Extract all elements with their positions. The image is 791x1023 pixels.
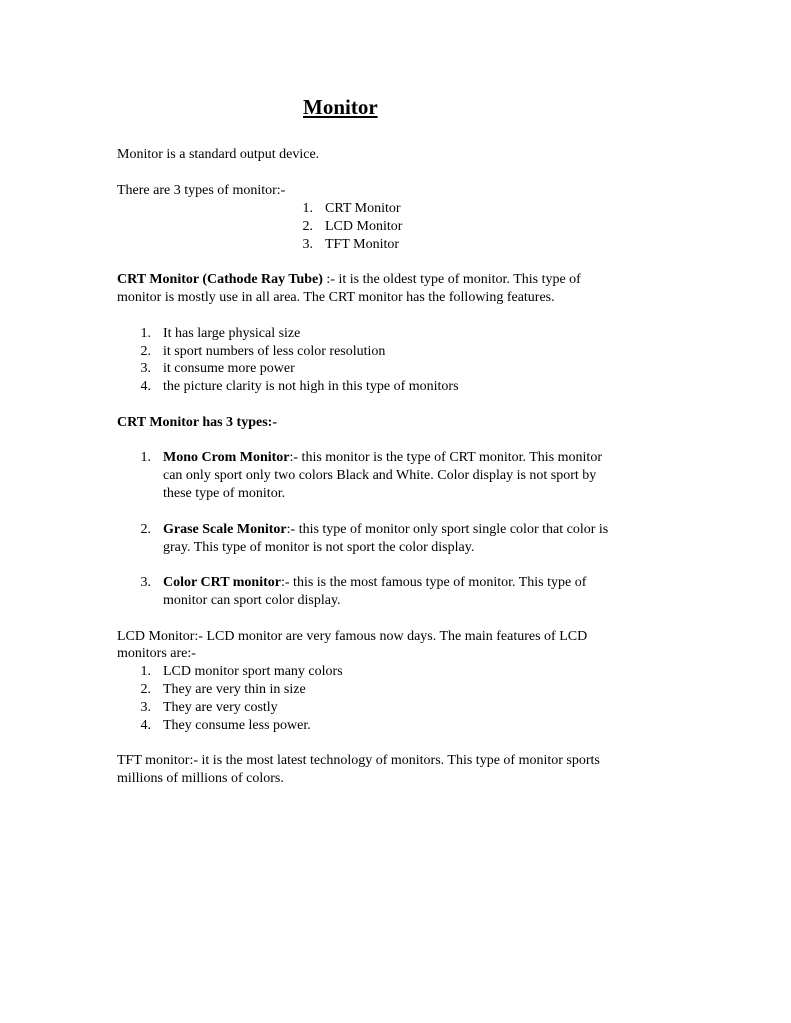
- list-item: They consume less power.: [163, 718, 311, 733]
- crt-paragraph-line1: [117, 271, 581, 289]
- crt-term: CRT Monitor (Cathode Ray Tube): [117, 272, 323, 287]
- item-line2: can only sport only two colors Black and White. Color display is not sport by: [163, 468, 597, 483]
- intro-text: Monitor is a standard output device.: [117, 147, 320, 162]
- crt-paragraph-line2: monitor is mostly use in all area. The CRT monitor has the following features.: [117, 290, 555, 305]
- tft-paragraph-line2: millions of millions of colors.: [117, 771, 284, 786]
- item-line2: gray. This type of monitor is not sport the color display.: [163, 540, 475, 555]
- list-item: it sport numbers of less color resolution: [163, 344, 386, 359]
- list-number: 2.: [140, 522, 151, 537]
- lcd-paragraph-line2: monitors are:-: [117, 646, 196, 661]
- list-item: it consume more power: [163, 361, 295, 376]
- list-item: [163, 521, 608, 539]
- item-line1-rest: :- this is the most famous type of monitor. This type of: [281, 575, 587, 590]
- types-heading: There are 3 types of monitor:-: [117, 183, 286, 198]
- list-number: 3.: [140, 361, 151, 376]
- list-item: the picture clarity is not high in this type of monitors: [163, 379, 459, 394]
- list-number: 1.: [302, 201, 313, 216]
- crt-types-heading: CRT Monitor has 3 types:-: [117, 415, 277, 430]
- list-number: 1.: [140, 326, 151, 341]
- crt-line1-rest: :- it is the oldest type of monitor. This type of: [322, 272, 581, 287]
- item-term: Grase Scale Monitor: [163, 522, 287, 537]
- list-item: TFT Monitor: [325, 237, 400, 252]
- item-line3: these type of monitor.: [163, 486, 286, 501]
- tft-paragraph-line1: TFT monitor:- it is the most latest technology of monitors. This type of monitor sports: [117, 753, 600, 768]
- item-line1-rest: :- this type of monitor only sport single color that color is: [286, 522, 609, 537]
- list-item: LCD monitor sport many colors: [163, 664, 343, 679]
- list-item: CRT Monitor: [325, 201, 401, 216]
- list-item: It has large physical size: [163, 326, 301, 341]
- list-item: They are very thin in size: [163, 682, 306, 697]
- list-number: 3.: [140, 700, 151, 715]
- list-item: They are very costly: [163, 700, 278, 715]
- list-number: 2.: [302, 219, 313, 234]
- list-number: 4.: [140, 718, 151, 733]
- list-number: 3.: [140, 575, 151, 590]
- list-number: 1.: [140, 450, 151, 465]
- list-item: [163, 449, 602, 467]
- item-term: Mono Crom Monitor: [163, 450, 290, 465]
- page-title: Monitor: [303, 95, 378, 119]
- lcd-paragraph-line1: LCD Monitor:- LCD monitor are very famous now days. The main features of LCD: [117, 629, 588, 644]
- list-number: 2.: [140, 344, 151, 359]
- item-line2: monitor can sport color display.: [163, 593, 341, 608]
- list-number: 2.: [140, 682, 151, 697]
- item-term: Color CRT monitor: [163, 575, 281, 590]
- list-number: 3.: [302, 237, 313, 252]
- list-number: 4.: [140, 379, 151, 394]
- item-line1-rest: :- this monitor is the type of CRT monitor. This monitor: [289, 450, 602, 465]
- list-item: [163, 574, 586, 592]
- list-item: LCD Monitor: [325, 219, 403, 234]
- list-number: 1.: [140, 664, 151, 679]
